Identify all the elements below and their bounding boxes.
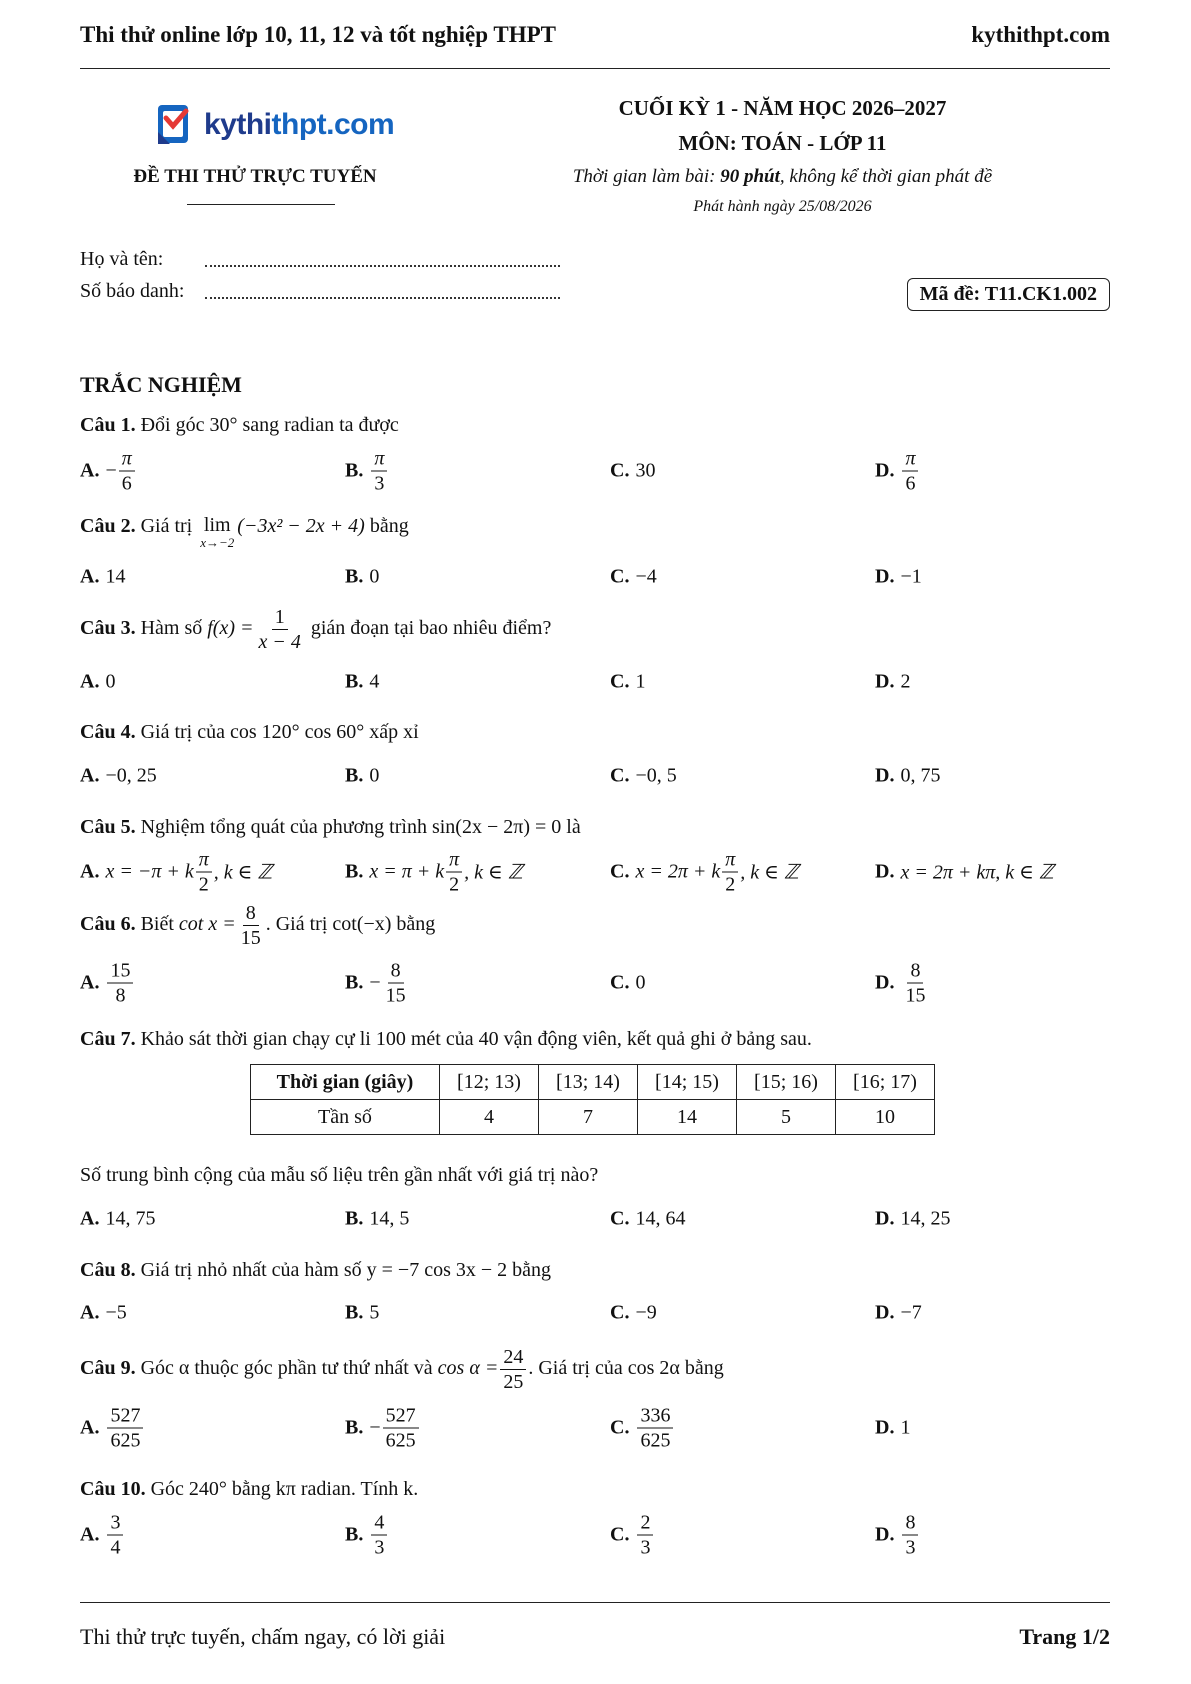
logo-text-part2: thpt.com bbox=[271, 108, 395, 141]
option-a[interactable]: A. −0, 25 bbox=[80, 764, 157, 787]
header-title: Thi thử online lớp 10, 11, 12 và tốt nghiệp THPT bbox=[80, 22, 556, 47]
section-title: TRẮC NGHIỆM bbox=[80, 372, 242, 397]
option-b[interactable]: B. 0 bbox=[345, 764, 380, 787]
option-b[interactable]: B. $\frac{4}{3}$ bbox=[345, 1512, 389, 1559]
footer-rule bbox=[80, 1602, 1110, 1603]
option-d[interactable]: D. $\frac{\pi}{6}$ bbox=[875, 448, 920, 495]
option-b[interactable]: B. 14, 5 bbox=[345, 1207, 410, 1230]
option-d[interactable]: D. $\frac{8}{15}$ bbox=[875, 959, 926, 1007]
question-10-options bbox=[80, 1511, 1110, 1559]
exam-subtitle: ĐỀ THI THỬ TRỰC TUYẾN bbox=[133, 166, 377, 187]
header-site[interactable]: kythithpt.com bbox=[971, 22, 1110, 47]
logo-icon bbox=[152, 102, 198, 148]
subtitle-underline bbox=[187, 204, 335, 205]
question-1: Câu 1. Đổi góc 30° sang radian ta được bbox=[80, 414, 399, 436]
option-a[interactable]: A. $\frac{527}{625}$ bbox=[80, 1405, 145, 1452]
option-c[interactable]: C. −0, 5 bbox=[610, 764, 677, 787]
question-3: Câu 3. Hàm số f(x) = $\frac{1}{x - 4}$ gián đoạn tại bao nhiêu điểm? bbox=[80, 606, 552, 653]
option-a[interactable]: A. 0 bbox=[80, 670, 116, 693]
id-label: Số báo danh: bbox=[80, 280, 185, 302]
id-field bbox=[80, 280, 184, 303]
exam-time: Thời gian làm bài: 90 phút, không kể thời gian phát đề bbox=[572, 166, 993, 187]
option-b[interactable]: B. 4 bbox=[345, 670, 380, 693]
table-row: Tần số 4 7 14 5 10 bbox=[251, 1100, 935, 1135]
option-c[interactable]: C. 14, 64 bbox=[610, 1207, 686, 1230]
option-c[interactable]: C. 1 bbox=[610, 670, 646, 693]
question-3-options bbox=[80, 670, 1110, 693]
frequency-table bbox=[250, 1064, 935, 1135]
option-a[interactable]: A. 14 bbox=[80, 565, 126, 588]
question-7-prompt: Số trung bình cộng của mẫu số liệu trên gần nhất với giá trị nào? bbox=[80, 1164, 599, 1186]
exam-term: CUỐI KỲ 1 - NĂM HỌC 2026–2027 bbox=[618, 96, 947, 120]
question-2: Câu 2. Giá trị lim x→−2 (−3x² − 2x + 4) bằng bbox=[80, 514, 409, 550]
table-header: Thời gian (giây) bbox=[251, 1065, 440, 1100]
question-1-options bbox=[80, 447, 1110, 495]
option-b[interactable]: B. − $\frac{527}{625}$ bbox=[345, 1405, 421, 1452]
option-a[interactable]: A. x = −π + k $\frac{\pi}{2}$ , k ∈ ℤ bbox=[80, 848, 273, 896]
question-5: Câu 5. Nghiệm tổng quát của phương trình sin(2x − 2π) = 0 là bbox=[80, 816, 581, 838]
page-number: Trang 1/2 bbox=[1019, 1624, 1110, 1649]
option-d[interactable]: D. 14, 25 bbox=[875, 1207, 951, 1230]
exam-release-date: Phát hành ngày 25/08/2026 bbox=[693, 198, 872, 215]
question-4-options bbox=[80, 764, 1110, 787]
question-2-options bbox=[80, 565, 1110, 588]
option-a[interactable]: A. − $\frac{\pi}{6}$ bbox=[80, 448, 137, 495]
question-8: Câu 8. Giá trị nhỏ nhất của hàm số y = −7 cos 3x − 2 bằng bbox=[80, 1259, 552, 1281]
question-9: Câu 9. Góc α thuộc góc phần tư thứ nhất và cos α = $\frac{24}{25}$ . Giá trị của cos 2α bằng bbox=[80, 1346, 724, 1393]
page-header bbox=[80, 22, 1110, 48]
name-label: Họ và tên: bbox=[80, 248, 164, 270]
option-a[interactable]: A. −5 bbox=[80, 1301, 127, 1324]
option-d[interactable]: D. 0, 75 bbox=[875, 764, 941, 787]
question-5-options bbox=[80, 848, 1110, 896]
exam-page bbox=[80, 0, 1110, 1684]
header-rule bbox=[80, 68, 1110, 69]
table-row: Thời gian (giây) [12; 13) [13; 14) [14; 15) [15; 16) [16; 17) bbox=[251, 1065, 935, 1100]
option-b[interactable]: B. 0 bbox=[345, 565, 380, 588]
option-c[interactable]: C. −4 bbox=[610, 565, 657, 588]
option-c[interactable]: C. 30 bbox=[610, 459, 656, 482]
question-4: Câu 4. Giá trị của cos 120° cos 60° xấp xỉ bbox=[80, 721, 419, 743]
option-d[interactable]: D. −1 bbox=[875, 565, 922, 588]
option-d[interactable]: D. −7 bbox=[875, 1301, 922, 1324]
question-9-options bbox=[80, 1404, 1110, 1452]
question-10: Câu 10. Góc 240° bằng kπ radian. Tính k. bbox=[80, 1478, 419, 1500]
option-c[interactable]: C. x = 2π + k $\frac{\pi}{2}$ , k ∈ ℤ bbox=[610, 848, 799, 896]
name-blank[interactable] bbox=[205, 265, 560, 267]
exam-code-badge: Mã đề: T11.CK1.002 bbox=[907, 278, 1110, 311]
question-7-options bbox=[80, 1207, 1110, 1230]
option-c[interactable]: C. −9 bbox=[610, 1301, 657, 1324]
option-d[interactable]: D. 2 bbox=[875, 670, 911, 693]
option-a[interactable]: A. $\frac{15}{8}$ bbox=[80, 960, 135, 1007]
footer-tagline: Thi thử trực tuyến, chấm ngay, có lời giải bbox=[80, 1624, 446, 1649]
option-d[interactable]: D. $\frac{8}{3}$ bbox=[875, 1512, 920, 1559]
option-b[interactable]: B. − $\frac{8}{15}$ bbox=[345, 959, 406, 1007]
logo-text-part1: kythi bbox=[204, 108, 272, 141]
site-logo[interactable] bbox=[152, 102, 394, 148]
option-b[interactable]: B. $\frac{\pi}{3}$ bbox=[345, 448, 389, 495]
question-7: Câu 7. Khảo sát thời gian chạy cự li 100 mét của 40 vận động viên, kết quả ghi ở bảng sau. bbox=[80, 1028, 812, 1050]
question-8-options bbox=[80, 1301, 1110, 1324]
option-b[interactable]: B. x = π + k $\frac{\pi}{2}$ , k ∈ ℤ bbox=[345, 848, 523, 896]
page-footer bbox=[80, 1624, 1110, 1650]
option-a[interactable]: A. 14, 75 bbox=[80, 1207, 156, 1230]
exam-info bbox=[530, 96, 1035, 216]
limit-symbol: lim x→−2 bbox=[200, 514, 235, 550]
table-header: Tần số bbox=[251, 1100, 440, 1135]
option-d[interactable]: D. x = 2π + kπ, k ∈ ℤ bbox=[875, 860, 1054, 884]
option-c[interactable]: C. 0 bbox=[610, 971, 646, 994]
question-6-options bbox=[80, 959, 1110, 1007]
name-field bbox=[80, 248, 163, 271]
id-blank[interactable] bbox=[205, 297, 560, 299]
option-d[interactable]: D. 1 bbox=[875, 1416, 911, 1439]
option-b[interactable]: B. 5 bbox=[345, 1301, 380, 1324]
exam-subject: MÔN: TOÁN - LỚP 11 bbox=[678, 131, 887, 155]
option-c[interactable]: C. $\frac{2}{3}$ bbox=[610, 1512, 655, 1559]
option-a[interactable]: A. $\frac{3}{4}$ bbox=[80, 1512, 125, 1559]
option-c[interactable]: C. $\frac{336}{625}$ bbox=[610, 1405, 675, 1452]
question-6: Câu 6. Biết cot x = $\frac{8}{15}$ . Giá trị cot(−x) bằng bbox=[80, 902, 436, 949]
